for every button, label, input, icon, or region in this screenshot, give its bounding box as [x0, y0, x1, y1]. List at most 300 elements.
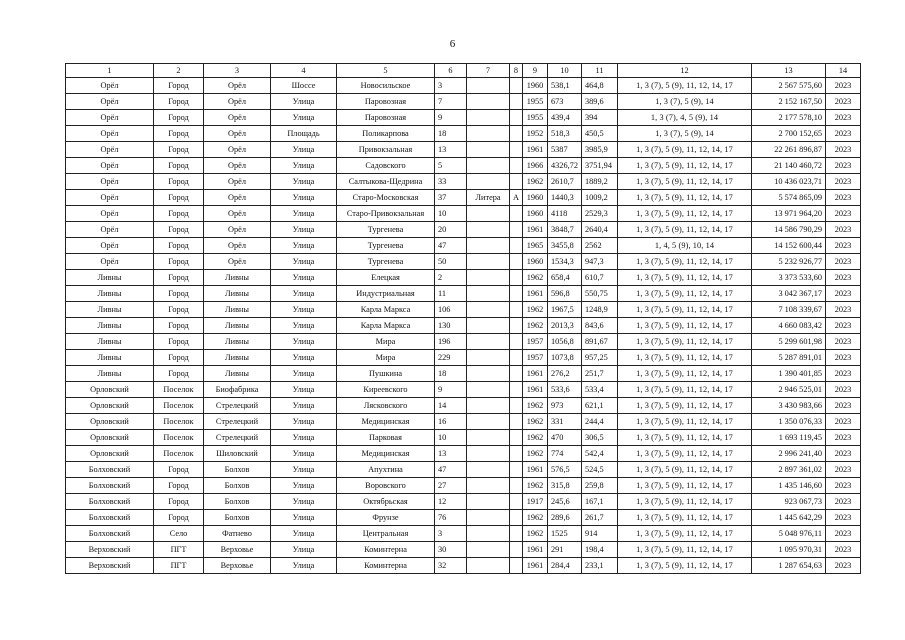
table-cell: 1, 3 (7), 5 (9), 11, 12, 14, 17 — [618, 542, 752, 558]
table-cell: 2 946 525,01 — [752, 382, 826, 398]
table-cell: 518,3 — [548, 126, 582, 142]
table-cell: Поселок — [154, 446, 204, 462]
table-cell: Ливны — [204, 318, 271, 334]
housing-registry-table — [65, 63, 861, 574]
table-cell — [467, 478, 510, 494]
table-cell: Центральная — [337, 526, 435, 542]
table-cell — [510, 174, 523, 190]
table-cell: Улица — [271, 94, 337, 110]
table-cell: Орёл — [66, 174, 154, 190]
table-cell: Поселок — [154, 382, 204, 398]
table-cell — [467, 286, 510, 302]
table-cell: 32 — [435, 558, 467, 574]
table-cell: 658,4 — [548, 270, 582, 286]
table-cell: Город — [154, 94, 204, 110]
table-cell: Улица — [271, 222, 337, 238]
table-cell: 2023 — [826, 542, 861, 558]
table-cell: 1, 3 (7), 5 (9), 11, 12, 14, 17 — [618, 510, 752, 526]
table-cell: 1917 — [523, 494, 548, 510]
table-cell: Орёл — [66, 78, 154, 94]
table-cell: Улица — [271, 190, 337, 206]
table-cell: Болховский — [66, 462, 154, 478]
column-header: 1 — [66, 64, 154, 78]
table-cell: Улица — [271, 302, 337, 318]
table-cell — [510, 542, 523, 558]
table-cell — [467, 494, 510, 510]
table-cell: Город — [154, 222, 204, 238]
table-cell: 10 436 023,71 — [752, 174, 826, 190]
table-cell: 542,4 — [582, 446, 618, 462]
table-cell: Улица — [271, 270, 337, 286]
table-cell: 1957 — [523, 350, 548, 366]
table-cell: Лясковского — [337, 398, 435, 414]
table-cell: 1966 — [523, 158, 548, 174]
table-cell: 2013,3 — [548, 318, 582, 334]
table-cell: 1952 — [523, 126, 548, 142]
table-cell — [467, 558, 510, 574]
table-cell: 1962 — [523, 526, 548, 542]
table-cell — [467, 350, 510, 366]
table-cell: 1, 4, 5 (9), 10, 14 — [618, 238, 752, 254]
table-cell: 251,7 — [582, 366, 618, 382]
table-cell: 2 700 152,65 — [752, 126, 826, 142]
table-cell — [467, 206, 510, 222]
table-cell: Орёл — [204, 206, 271, 222]
table-row — [66, 430, 861, 446]
table-cell: 2562 — [582, 238, 618, 254]
table-cell: 1962 — [523, 174, 548, 190]
table-cell: Поселок — [154, 414, 204, 430]
table-cell: Город — [154, 494, 204, 510]
table-cell: 1962 — [523, 510, 548, 526]
table-row — [66, 206, 861, 222]
table-cell: 3848,7 — [548, 222, 582, 238]
table-cell — [510, 430, 523, 446]
table-row — [66, 238, 861, 254]
table-cell: 470 — [548, 430, 582, 446]
table-row — [66, 558, 861, 574]
table-cell: 1, 3 (7), 5 (9), 11, 12, 14, 17 — [618, 334, 752, 350]
column-header: 6 — [435, 64, 467, 78]
table-cell: 2023 — [826, 238, 861, 254]
table-cell — [510, 286, 523, 302]
table-cell: Медицинская — [337, 446, 435, 462]
table-cell — [467, 94, 510, 110]
table-cell: Город — [154, 158, 204, 174]
table-cell — [510, 206, 523, 222]
table-cell: 1962 — [523, 398, 548, 414]
table-cell — [510, 142, 523, 158]
table-cell: 289,6 — [548, 510, 582, 526]
table-cell: 1, 3 (7), 5 (9), 14 — [618, 94, 752, 110]
table-cell: Улица — [271, 526, 337, 542]
table-cell — [510, 238, 523, 254]
table-cell: Город — [154, 334, 204, 350]
table-row — [66, 142, 861, 158]
table-cell: 843,6 — [582, 318, 618, 334]
table-cell: Тургенева — [337, 238, 435, 254]
table-cell — [467, 462, 510, 478]
table-cell — [467, 158, 510, 174]
table-cell: 533,6 — [548, 382, 582, 398]
table-cell: 276,2 — [548, 366, 582, 382]
table-cell: 2023 — [826, 414, 861, 430]
table-cell: 1056,8 — [548, 334, 582, 350]
table-cell: 5 299 601,98 — [752, 334, 826, 350]
table-cell: Улица — [271, 238, 337, 254]
table-cell: 167,1 — [582, 494, 618, 510]
table-cell: Орёл — [66, 142, 154, 158]
table-row — [66, 510, 861, 526]
table-cell: 18 — [435, 126, 467, 142]
table-cell: 1, 3 (7), 5 (9), 11, 12, 14, 17 — [618, 494, 752, 510]
table-cell: 259,8 — [582, 478, 618, 494]
table-cell: Улица — [271, 542, 337, 558]
table-cell: Салтыкова-Щедрина — [337, 174, 435, 190]
column-header: 14 — [826, 64, 861, 78]
table-cell: Орёл — [204, 78, 271, 94]
table-cell: Орёл — [204, 222, 271, 238]
table-cell — [467, 382, 510, 398]
table-cell: Верховский — [66, 542, 154, 558]
table-cell: 1962 — [523, 430, 548, 446]
table-cell: 16 — [435, 414, 467, 430]
table-cell — [467, 318, 510, 334]
table-cell: 14 — [435, 398, 467, 414]
table-cell: Улица — [271, 334, 337, 350]
table-cell: 973 — [548, 398, 582, 414]
table-cell: 2023 — [826, 462, 861, 478]
table-cell: Орёл — [66, 190, 154, 206]
table-cell: Ливны — [204, 366, 271, 382]
table-cell: 1, 3 (7), 5 (9), 14 — [618, 126, 752, 142]
table-cell: 550,75 — [582, 286, 618, 302]
table-cell: 1957 — [523, 334, 548, 350]
table-cell: 2023 — [826, 142, 861, 158]
table-cell: 1962 — [523, 270, 548, 286]
table-cell: 10 — [435, 206, 467, 222]
table-cell — [467, 110, 510, 126]
table-cell — [467, 446, 510, 462]
table-row — [66, 366, 861, 382]
table-row — [66, 302, 861, 318]
table-cell: Ливны — [204, 286, 271, 302]
table-cell: Фатнево — [204, 526, 271, 542]
table-cell: 439,4 — [548, 110, 582, 126]
table-cell: Тургенева — [337, 254, 435, 270]
table-cell: Орёл — [66, 222, 154, 238]
table-cell: 1073,8 — [548, 350, 582, 366]
table-cell: 12 — [435, 494, 467, 510]
table-cell: 2023 — [826, 206, 861, 222]
table-cell: 233,1 — [582, 558, 618, 574]
table-cell: Болховский — [66, 478, 154, 494]
table-cell — [510, 94, 523, 110]
table-cell: 1525 — [548, 526, 582, 542]
table-cell: 2023 — [826, 494, 861, 510]
column-header: 11 — [582, 64, 618, 78]
table-cell: Стрелецкий — [204, 414, 271, 430]
table-cell: Площадь — [271, 126, 337, 142]
table-cell — [510, 366, 523, 382]
table-cell: Орловский — [66, 398, 154, 414]
table-cell: 10 — [435, 430, 467, 446]
table-cell: 14 152 600,44 — [752, 238, 826, 254]
table-cell: 20 — [435, 222, 467, 238]
table-row — [66, 190, 861, 206]
table-cell: 5 574 865,09 — [752, 190, 826, 206]
table-cell: 1, 3 (7), 5 (9), 11, 12, 14, 17 — [618, 398, 752, 414]
table-cell: Орёл — [66, 126, 154, 142]
table-cell: Улица — [271, 366, 337, 382]
table-cell: 47 — [435, 462, 467, 478]
table-cell: 3985,9 — [582, 142, 618, 158]
table-cell: 1 693 119,45 — [752, 430, 826, 446]
table-cell: Ливны — [66, 366, 154, 382]
table-cell: Поселок — [154, 398, 204, 414]
table-cell: Город — [154, 110, 204, 126]
table-cell: А — [510, 190, 523, 206]
table-cell: 1 350 076,33 — [752, 414, 826, 430]
table-cell: 1, 3 (7), 5 (9), 11, 12, 14, 17 — [618, 254, 752, 270]
table-cell: Болхов — [204, 478, 271, 494]
table-cell: Ливны — [66, 270, 154, 286]
table-cell: ПГТ — [154, 558, 204, 574]
table-cell: 2023 — [826, 478, 861, 494]
table-cell — [510, 478, 523, 494]
table-cell: 1961 — [523, 542, 548, 558]
table-cell: 774 — [548, 446, 582, 462]
table-cell: Литера — [467, 190, 510, 206]
table-cell: Орёл — [66, 206, 154, 222]
table-cell: 1961 — [523, 286, 548, 302]
table-cell: 1009,2 — [582, 190, 618, 206]
table-cell: Орловский — [66, 382, 154, 398]
table-cell: Орёл — [204, 94, 271, 110]
table-cell — [510, 78, 523, 94]
table-cell: 2023 — [826, 334, 861, 350]
table-cell — [510, 382, 523, 398]
table-cell: 1, 3 (7), 5 (9), 11, 12, 14, 17 — [618, 382, 752, 398]
table-cell: 4 660 083,42 — [752, 318, 826, 334]
table-cell — [467, 526, 510, 542]
table-cell: Город — [154, 478, 204, 494]
table-cell: 244,4 — [582, 414, 618, 430]
table-cell — [510, 126, 523, 142]
table-cell: 196 — [435, 334, 467, 350]
table-cell: Ливны — [66, 318, 154, 334]
table-cell: Новосильское — [337, 78, 435, 94]
table-cell: 1440,3 — [548, 190, 582, 206]
table-cell — [467, 302, 510, 318]
table-cell: Город — [154, 366, 204, 382]
table-cell: 1967,5 — [548, 302, 582, 318]
table-cell: 2 996 241,40 — [752, 446, 826, 462]
table-cell: 198,4 — [582, 542, 618, 558]
table-cell: 1248,9 — [582, 302, 618, 318]
table-cell: Улица — [271, 414, 337, 430]
table-cell: 2023 — [826, 510, 861, 526]
table-cell: 2023 — [826, 190, 861, 206]
table-cell: 2023 — [826, 318, 861, 334]
table-cell: 1965 — [523, 238, 548, 254]
table-cell: 394 — [582, 110, 618, 126]
table-cell: Город — [154, 190, 204, 206]
table-cell: Село — [154, 526, 204, 542]
table-cell: 1961 — [523, 366, 548, 382]
table-cell: 1, 3 (7), 5 (9), 11, 12, 14, 17 — [618, 462, 752, 478]
table-cell: Орёл — [204, 158, 271, 174]
table-cell: Воровского — [337, 478, 435, 494]
table-cell: 13 — [435, 446, 467, 462]
table-cell: 7 108 339,67 — [752, 302, 826, 318]
table-cell: 22 261 896,87 — [752, 142, 826, 158]
table-cell: 1, 3 (7), 5 (9), 11, 12, 14, 17 — [618, 526, 752, 542]
table-cell: 3 430 983,66 — [752, 398, 826, 414]
table-cell: Старо-Московская — [337, 190, 435, 206]
table-cell: 1 287 654,63 — [752, 558, 826, 574]
table-cell: Улица — [271, 286, 337, 302]
table-cell: 2023 — [826, 222, 861, 238]
table-row — [66, 318, 861, 334]
table-cell: 1 445 642,29 — [752, 510, 826, 526]
page-number: 6 — [449, 38, 456, 50]
table-cell: Карла Маркса — [337, 318, 435, 334]
table-cell: 1, 3 (7), 5 (9), 11, 12, 14, 17 — [618, 174, 752, 190]
table-cell — [510, 510, 523, 526]
table-cell: Орловский — [66, 446, 154, 462]
table-cell: 18 — [435, 366, 467, 382]
table-cell: Апухтина — [337, 462, 435, 478]
table-row — [66, 78, 861, 94]
table-cell: 9 — [435, 382, 467, 398]
table-cell: 7 — [435, 94, 467, 110]
table-cell: 1961 — [523, 222, 548, 238]
table-cell: 1962 — [523, 302, 548, 318]
table-cell — [467, 174, 510, 190]
table-cell — [510, 558, 523, 574]
table-cell: Шоссе — [271, 78, 337, 94]
table-cell: Индустриальная — [337, 286, 435, 302]
table-cell: ПГТ — [154, 542, 204, 558]
table-row — [66, 286, 861, 302]
table-cell: 13 — [435, 142, 467, 158]
table-row — [66, 222, 861, 238]
table-cell: 914 — [582, 526, 618, 542]
table-cell: 2640,4 — [582, 222, 618, 238]
table-cell: 1 095 970,31 — [752, 542, 826, 558]
table-cell — [510, 494, 523, 510]
table-row — [66, 446, 861, 462]
table-cell: 1962 — [523, 478, 548, 494]
table-cell — [467, 366, 510, 382]
table-cell: Улица — [271, 558, 337, 574]
table-cell: 291 — [548, 542, 582, 558]
table-cell: 533,4 — [582, 382, 618, 398]
table-cell — [467, 510, 510, 526]
table-cell: Ливны — [204, 270, 271, 286]
table-cell: Город — [154, 174, 204, 190]
table-cell: Поликарпова — [337, 126, 435, 142]
table-cell: Орёл — [204, 254, 271, 270]
table-cell: Орёл — [204, 190, 271, 206]
table-cell: Улица — [271, 478, 337, 494]
table-cell: 1, 3 (7), 5 (9), 11, 12, 14, 17 — [618, 558, 752, 574]
table-cell: 106 — [435, 302, 467, 318]
column-header: 10 — [548, 64, 582, 78]
table-cell: Город — [154, 254, 204, 270]
table-cell: Елецкая — [337, 270, 435, 286]
table-cell: 2 — [435, 270, 467, 286]
table-cell: Верховский — [66, 558, 154, 574]
table-cell: 2 567 575,60 — [752, 78, 826, 94]
table-cell: 2023 — [826, 350, 861, 366]
table-cell: Город — [154, 510, 204, 526]
table-cell: 2023 — [826, 382, 861, 398]
table-cell: 2023 — [826, 110, 861, 126]
table-cell: 1 435 146,60 — [752, 478, 826, 494]
table-cell: 1, 3 (7), 5 (9), 11, 12, 14, 17 — [618, 478, 752, 494]
table-cell: 4326,72 — [548, 158, 582, 174]
table-cell: 3 373 533,60 — [752, 270, 826, 286]
table-cell: Орёл — [204, 142, 271, 158]
table-cell: Орёл — [66, 238, 154, 254]
table-row — [66, 478, 861, 494]
table-cell: Киреевского — [337, 382, 435, 398]
table-cell: 1889,2 — [582, 174, 618, 190]
table-cell — [467, 222, 510, 238]
table-cell: Ливны — [66, 286, 154, 302]
table-cell: Улица — [271, 430, 337, 446]
table-cell — [467, 414, 510, 430]
table-cell: Стрелецкий — [204, 430, 271, 446]
table-cell — [467, 78, 510, 94]
table-cell: Город — [154, 318, 204, 334]
table-cell: 331 — [548, 414, 582, 430]
table-cell: 1962 — [523, 446, 548, 462]
table-row — [66, 414, 861, 430]
table-cell: Садовского — [337, 158, 435, 174]
table-cell: 5 048 976,11 — [752, 526, 826, 542]
table-cell: 37 — [435, 190, 467, 206]
table-cell: Улица — [271, 462, 337, 478]
table-cell — [510, 398, 523, 414]
table-cell: Город — [154, 142, 204, 158]
table-cell: Город — [154, 126, 204, 142]
table-cell: 130 — [435, 318, 467, 334]
table-cell: Орёл — [204, 110, 271, 126]
column-header: 3 — [204, 64, 271, 78]
column-header: 4 — [271, 64, 337, 78]
table-cell: Ливны — [66, 302, 154, 318]
table-cell: Мира — [337, 350, 435, 366]
table-cell: Коминтерна — [337, 558, 435, 574]
table-cell: 576,5 — [548, 462, 582, 478]
table-cell: Улица — [271, 142, 337, 158]
table-cell: 261,7 — [582, 510, 618, 526]
table-cell: 1534,3 — [548, 254, 582, 270]
table-cell: 2529,3 — [582, 206, 618, 222]
table-cell: Фрунзе — [337, 510, 435, 526]
table-cell: Паровозная — [337, 94, 435, 110]
column-header: 5 — [337, 64, 435, 78]
table-cell: 2023 — [826, 398, 861, 414]
table-cell: 1, 3 (7), 5 (9), 11, 12, 14, 17 — [618, 302, 752, 318]
table-cell: 33 — [435, 174, 467, 190]
table-cell: 2023 — [826, 558, 861, 574]
table-cell — [467, 254, 510, 270]
table-cell — [510, 350, 523, 366]
